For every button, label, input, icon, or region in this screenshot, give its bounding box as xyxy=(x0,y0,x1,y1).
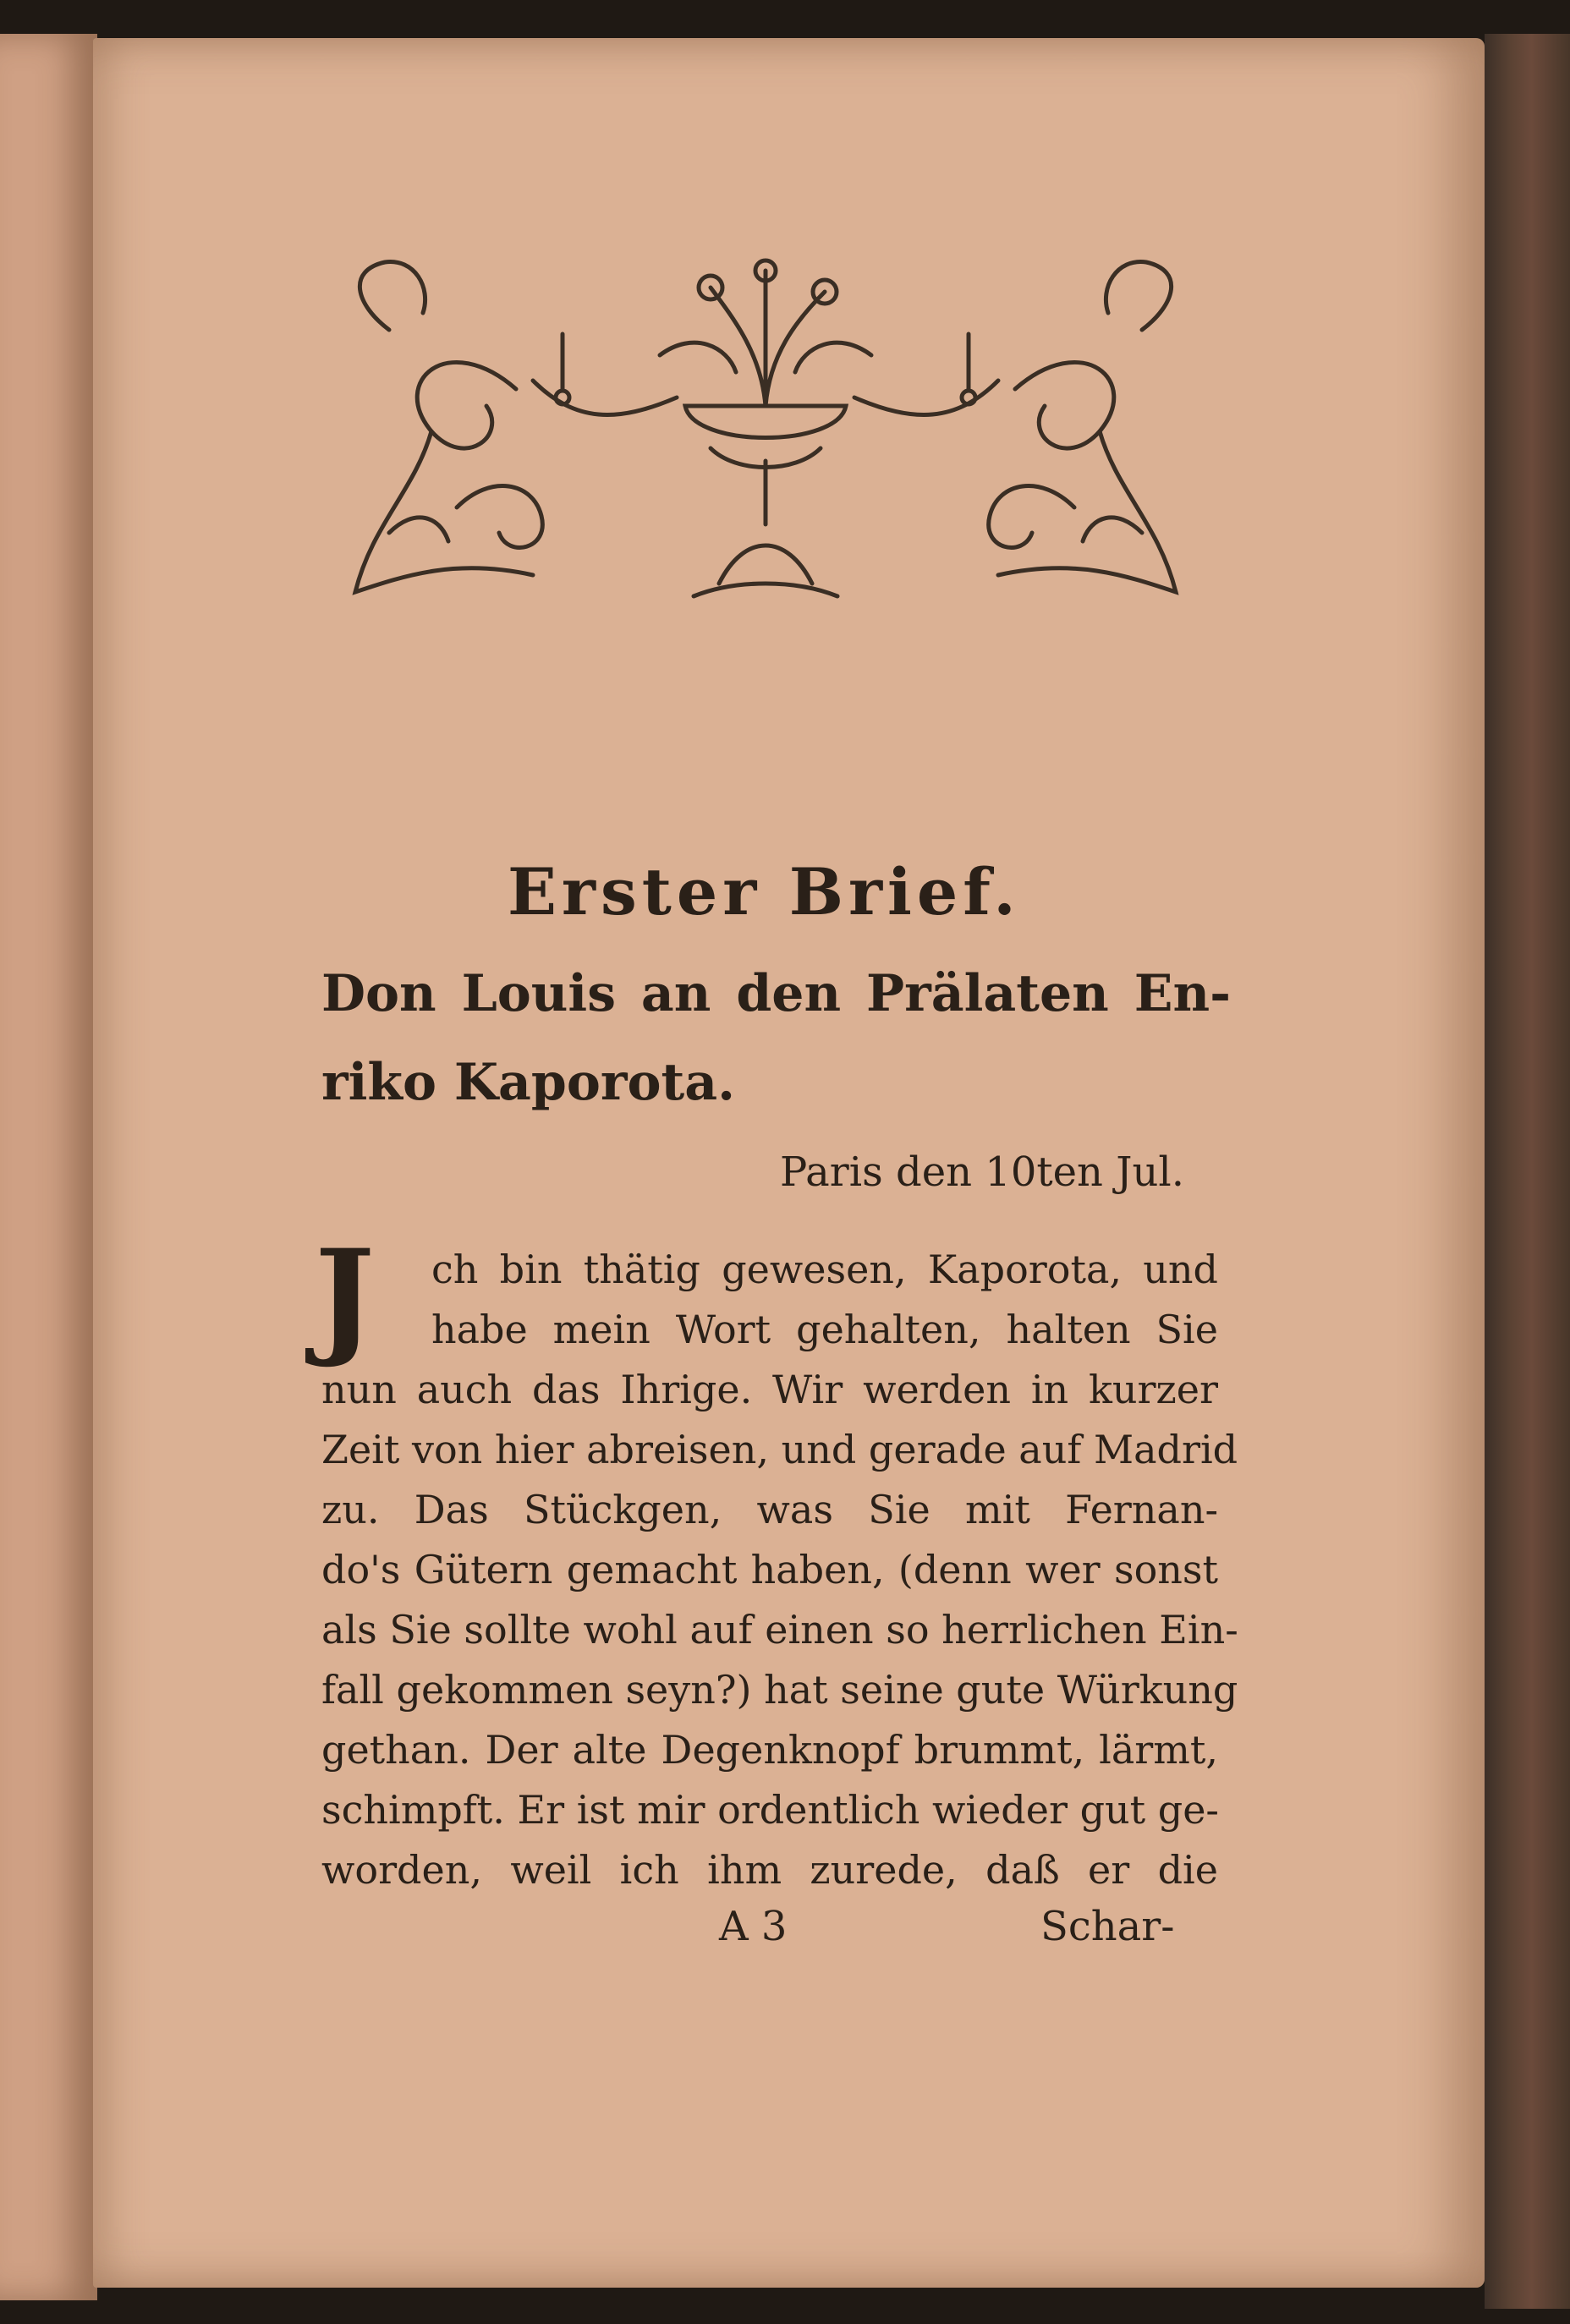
catchword: Schar- xyxy=(1040,1903,1175,1950)
body-line: do's Gütern gemacht haben, (denn wer sonst xyxy=(321,1547,1218,1592)
baroque-vase-ornament-icon xyxy=(338,254,1193,630)
signature-mark: A 3 xyxy=(719,1903,788,1950)
left-page-edge xyxy=(0,34,97,2300)
body-line: ch bin thätig gewesen, Kaporota, und xyxy=(431,1247,1218,1292)
body-line: worden, weil ich ihm zurede, daß er die xyxy=(321,1847,1218,1893)
body-line: Zeit von hier abreisen, und gerade auf Madrid xyxy=(321,1427,1238,1472)
body-line: gethan. Der alte Degenknopf brummt, lärmt, xyxy=(321,1727,1218,1773)
body-line: als Sie sollte wohl auf einen so herrlichen Ein- xyxy=(321,1607,1238,1653)
letter-address-line-1: Don Louis an den Prälaten En- xyxy=(321,964,1231,1023)
drop-cap: J xyxy=(315,1222,375,1371)
body-line: fall gekommen seyn?) hat seine gute Würkung xyxy=(321,1667,1238,1713)
letter-address-line-2: riko Kaporota. xyxy=(321,1053,735,1112)
place-date: Paris den 10ten Jul. xyxy=(780,1148,1184,1196)
body-line: nun auch das Ihrige. Wir werden in kurzer xyxy=(321,1367,1218,1412)
body-line: habe mein Wort gehalten, halten Sie xyxy=(431,1307,1218,1352)
body-line: zu. Das Stückgen, was Sie mit Fernan- xyxy=(321,1487,1218,1532)
book-cover-edge xyxy=(1485,34,1570,2309)
letter-title: Erster Brief. xyxy=(508,854,1021,929)
body-line: schimpft. Er ist mir ordentlich wieder gut ge- xyxy=(321,1787,1219,1833)
